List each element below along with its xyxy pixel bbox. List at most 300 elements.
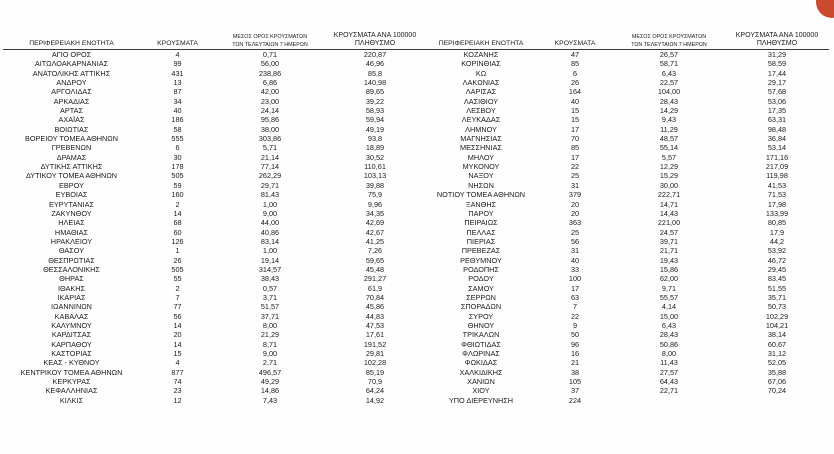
region-cell: ΞΑΝΘΗΣ [465, 199, 497, 209]
cases-cell: 186 [171, 115, 184, 125]
cases-cell: 6 [572, 68, 578, 78]
avg-7-days-cell: 42,00 [260, 87, 280, 97]
region-cell: ΣΠΟΡΑΔΩΝ [460, 302, 502, 312]
header-per-100k [725, 0, 829, 50]
table-row [3, 321, 425, 330]
cases-cell: 4 [175, 358, 180, 368]
region-cell: ΚΟΡΙΝΘΙΑΣ [461, 59, 501, 69]
region-cell: ΚΕΝΤΡΙΚΟΥ ΤΟΜΕΑ ΑΘΗΝΩΝ [20, 367, 123, 377]
region-cell: ΝΟΤΙΟΥ ΤΟΜΕΑ ΑΘΗΝΩΝ [436, 190, 526, 200]
cases-cell: 37 [570, 386, 580, 396]
per-100k-cell: 98,48 [767, 124, 787, 134]
per-100k-cell: 89,65 [365, 87, 385, 97]
cases-cell: 100 [568, 274, 582, 284]
region-cell: ΚΑΣΤΟΡΙΑΣ [51, 349, 92, 358]
avg-7-days-cell: 24,14 [260, 106, 280, 116]
avg-7-days-cell: 21,14 [260, 152, 280, 162]
region-cell: ΔΡΑΜΑΣ [56, 152, 87, 162]
cases-table-right [425, 0, 829, 405]
region-cell: ΜΥΚΟΝΟΥ [462, 162, 500, 172]
cases-cell: 47 [570, 50, 580, 59]
avg-7-days-cell: 83,14 [260, 236, 280, 246]
table-row [425, 358, 829, 367]
per-100k-cell: 51,55 [767, 283, 787, 293]
cases-cell: 164 [568, 87, 582, 97]
table-row [3, 190, 425, 199]
cases-cell: 30 [173, 152, 182, 162]
avg-7-days-cell: 48,57 [659, 134, 679, 144]
table-row [425, 115, 829, 124]
table-row [3, 115, 425, 124]
avg-7-days-cell: 38,00 [260, 124, 280, 134]
table-row [425, 386, 829, 395]
region-cell: ΓΡΕΒΕΝΩΝ [51, 143, 92, 153]
per-100k-cell: 46,72 [767, 255, 787, 265]
cases-cell: 26 [173, 255, 182, 265]
avg-7-days-cell: 50,86 [659, 339, 679, 349]
per-100k-cell: 85,8 [367, 68, 383, 78]
cases-cell: 33 [570, 264, 580, 274]
cases-cell: 15 [173, 349, 182, 358]
avg-7-days-cell: 3,71 [262, 292, 278, 302]
region-cell: ΠΡΕΒΕΖΑΣ [461, 246, 501, 256]
region-cell: ΝΗΣΩΝ [468, 180, 494, 190]
table-row [3, 143, 425, 152]
table-row [425, 330, 829, 339]
cases-cell: 9 [572, 320, 578, 330]
per-100k-cell: 14,92 [365, 395, 385, 405]
header-avg-line2: ΤΩΝ ΤΕΛΕΥΤΑΙΩΝ 7 ΗΜΕΡΩΝ [631, 41, 707, 48]
table-row [425, 78, 829, 87]
region-cell: ΙΚΑΡΙΑΣ [57, 292, 86, 302]
region-cell: ΚΑΒΑΛΑΣ [54, 311, 89, 321]
table-row [3, 218, 425, 227]
avg-7-days-cell: 104,00 [657, 87, 681, 97]
avg-7-days-cell: 28,43 [659, 96, 679, 106]
table-row [3, 237, 425, 246]
per-100k-cell: 53,06 [767, 96, 787, 106]
table-row [3, 312, 425, 321]
table-row [425, 162, 829, 171]
cases-cell: 505 [171, 171, 184, 181]
per-100k-cell: 80,85 [767, 218, 787, 228]
cases-cell: 555 [171, 134, 184, 144]
per-100k-cell: 59,65 [365, 255, 385, 265]
region-cell: ΑΡΓΟΛΙΔΑΣ [51, 87, 92, 97]
cases-cell: 85 [570, 59, 580, 69]
table-row [425, 97, 829, 106]
region-cell: ΚΕΡΚΥΡΑΣ [52, 377, 91, 387]
avg-7-days-cell: 81,43 [260, 190, 280, 200]
region-cell: ΛΑΡΙΣΑΣ [465, 87, 497, 97]
cases-cell: 74 [173, 377, 182, 387]
avg-7-days-cell: 19,14 [260, 255, 280, 265]
region-cell: ΘΑΣΟΥ [58, 246, 85, 256]
per-100k-cell: 49,19 [365, 124, 385, 134]
table-row [3, 181, 425, 190]
header-avg-line1: ΜΕΣΟΣ ΟΡΟΣ ΚΡΟΥΣΜΑΤΩΝ [232, 34, 308, 40]
per-100k-cell: 57,68 [767, 87, 787, 97]
avg-7-days-cell: 51,57 [260, 302, 280, 312]
region-cell: ΚΑΡΔΙΤΣΑΣ [51, 330, 92, 340]
per-100k-cell: 93,8 [367, 134, 383, 144]
table-row [425, 293, 829, 302]
table-row [425, 284, 829, 293]
cases-cell: 160 [171, 190, 184, 200]
per-100k-cell: 191,52 [363, 339, 387, 349]
cases-cell: 85 [570, 143, 580, 153]
table-header-row [425, 0, 829, 50]
table-header-row [3, 0, 425, 50]
avg-7-days-cell: 15,00 [659, 311, 679, 321]
region-cell: ΚΕΦΑΛΛΗΝΙΑΣ [45, 386, 98, 396]
avg-7-days-cell: 5,57 [661, 152, 677, 162]
region-cell: ΣΥΡΟΥ [468, 311, 494, 321]
cases-cell: 40 [570, 96, 580, 106]
cases-cell: 7 [175, 292, 180, 302]
cases-cell: 13 [173, 78, 182, 88]
avg-7-days-cell: 38,43 [260, 274, 280, 284]
table-row [425, 69, 829, 78]
per-100k-cell: 29,81 [365, 349, 385, 358]
avg-7-days-cell: 39,71 [659, 236, 679, 246]
table-row [3, 228, 425, 237]
cases-cell: 20 [570, 199, 580, 209]
region-cell: ΧΑΛΚΙΔΙΚΗΣ [459, 367, 503, 377]
table-row [3, 293, 425, 302]
cases-cell: 26 [570, 78, 580, 88]
table-row [3, 200, 425, 209]
per-100k-cell: 39,88 [365, 180, 385, 190]
avg-7-days-cell: 9,71 [661, 283, 677, 293]
per-100k-cell: 85,19 [365, 367, 385, 377]
per-100k-cell: 31,29 [767, 50, 787, 59]
avg-7-days-cell: 0,71 [262, 50, 278, 59]
cases-cell: 105 [568, 377, 582, 387]
per-100k-cell: 104,21 [765, 320, 789, 330]
table-row [425, 190, 829, 199]
avg-7-days-cell: 7,43 [262, 395, 278, 405]
table-row [3, 78, 425, 87]
per-100k-cell: 291,27 [363, 274, 387, 284]
avg-7-days-cell: 49,29 [260, 377, 280, 387]
avg-7-days-cell: 1,00 [262, 199, 278, 209]
cases-cell: 14 [173, 339, 182, 349]
region-cell: ΤΡΙΚΑΛΩΝ [462, 330, 500, 340]
table-row [425, 340, 829, 349]
table-row [3, 106, 425, 115]
table-row [3, 340, 425, 349]
table-row [425, 125, 829, 134]
region-cell: ΧΑΝΙΩΝ [467, 377, 495, 387]
table-row [3, 349, 425, 358]
table-row [425, 143, 829, 152]
region-cell: ΠΑΡΟΥ [468, 208, 494, 218]
cases-cell: 12 [173, 395, 182, 405]
per-100k-cell: 45,48 [365, 264, 385, 274]
cases-cell: 431 [171, 68, 184, 78]
per-100k-cell: 53,92 [767, 246, 787, 256]
table-row [3, 153, 425, 162]
region-cell: ΖΑΚΥΝΘΟΥ [51, 208, 92, 218]
per-100k-cell: 217,09 [765, 162, 789, 172]
per-100k-cell: 58,59 [767, 59, 787, 69]
per-100k-cell [725, 396, 829, 405]
avg-7-days-cell: 44,00 [260, 218, 280, 228]
avg-7-days-cell: 6,43 [661, 68, 677, 78]
table-row [425, 228, 829, 237]
table-row [3, 302, 425, 311]
table-row [425, 87, 829, 96]
region-cell: ΠΙΕΡΙΑΣ [466, 236, 496, 246]
avg-7-days-cell: 5,71 [262, 143, 278, 153]
header-region: ΠΕΡΙΦΕΡΕΙΑΚΗ ΕΝΟΤΗΤΑ [3, 0, 140, 50]
per-100k-cell: 18,89 [365, 143, 385, 153]
per-100k-cell: 44,83 [365, 311, 385, 321]
per-100k-cell: 53,14 [767, 143, 787, 153]
table-row [425, 246, 829, 255]
per-100k-cell: 102,28 [363, 358, 387, 368]
table-row [425, 171, 829, 180]
region-cell: ΣΕΡΡΩΝ [466, 292, 496, 302]
cases-cell: 38 [570, 367, 580, 377]
table-row [3, 377, 425, 386]
region-cell: ΝΑΞΟΥ [468, 171, 494, 181]
cases-cell: 58 [173, 124, 182, 134]
region-cell: ΙΘΑΚΗΣ [57, 283, 86, 293]
cases-cell: 224 [568, 395, 582, 405]
avg-7-days-cell: 28,43 [659, 330, 679, 340]
region-cell: ΕΥΒΟΙΑΣ [55, 190, 88, 200]
table-row [3, 265, 425, 274]
table-row [425, 134, 829, 143]
avg-7-days-cell: 30,00 [659, 180, 679, 190]
avg-7-days-cell: 21,71 [659, 246, 679, 256]
region-cell: ΠΕΛΛΑΣ [466, 227, 496, 237]
region-cell: ΔΥΤΙΚΗΣ ΑΤΤΙΚΗΣ [40, 162, 103, 172]
cases-cell: 59 [173, 180, 182, 190]
per-100k-cell: 39,22 [365, 96, 385, 106]
cases-cell: 68 [173, 218, 182, 228]
avg-7-days-cell: 77,14 [260, 162, 280, 172]
per-100k-cell: 63,31 [767, 115, 787, 125]
cases-cell: 2 [175, 283, 180, 293]
per-100k-cell: 17,9 [769, 227, 785, 237]
region-cell: ΘΕΣΣΑΛΟΝΙΚΗΣ [43, 264, 100, 274]
cases-cell: 55 [173, 274, 182, 284]
region-cell: ΗΜΑΘΙΑΣ [54, 227, 89, 237]
header-avg-7-days [215, 0, 325, 50]
per-100k-cell: 29,45 [767, 264, 787, 274]
region-cell: ΡΕΘΥΜΝΟΥ [460, 255, 502, 265]
avg-7-days-cell: 6,43 [661, 320, 677, 330]
region-cell: ΣΑΜΟΥ [468, 283, 494, 293]
region-cell: ΛΕΣΒΟΥ [466, 106, 496, 116]
region-cell: ΘΕΣΠΡΩΤΙΑΣ [48, 255, 95, 265]
cases-cell: 40 [570, 255, 580, 265]
per-100k-cell: 220,87 [363, 50, 387, 59]
region-cell: ΚΟΖΑΝΗΣ [463, 50, 499, 59]
table-row [3, 274, 425, 283]
cases-cell: 16 [570, 349, 580, 358]
header-per-100k-line2: ΠΛΗΘΥΣΜΟ [756, 40, 798, 48]
avg-7-days-cell: 262,29 [258, 171, 282, 181]
avg-7-days-cell: 11,29 [660, 124, 678, 134]
table-row [425, 349, 829, 358]
avg-7-days-cell: 22,71 [659, 386, 679, 396]
cases-cell: 63 [570, 292, 580, 302]
avg-7-days-cell: 62,00 [659, 274, 679, 284]
avg-7-days-cell: 314,57 [258, 264, 282, 274]
avg-7-days-cell: 19,43 [659, 255, 679, 265]
per-100k-cell: 102,29 [765, 311, 789, 321]
cases-cell: 126 [171, 236, 184, 246]
table-row [425, 312, 829, 321]
region-cell: ΙΩΑΝΝΙΝΩΝ [51, 302, 92, 312]
avg-7-days-cell: 9,00 [262, 208, 278, 218]
cases-cell: 21 [570, 358, 580, 368]
cases-cell: 60 [173, 227, 182, 237]
cases-cell: 31 [570, 246, 580, 256]
cases-cell: 31 [570, 180, 580, 190]
per-100k-cell: 67,06 [767, 377, 787, 387]
per-100k-cell: 17,98 [767, 199, 787, 209]
avg-7-days-cell: 64,43 [659, 377, 679, 387]
avg-7-days-cell: 11,43 [660, 358, 678, 368]
cases-cell: 22 [570, 162, 580, 172]
region-cell: ΦΛΩΡΙΝΑΣ [462, 349, 500, 358]
per-100k-cell: 64,24 [365, 386, 385, 396]
per-100k-cell: 45,86 [365, 302, 385, 312]
table-row [3, 358, 425, 367]
per-100k-cell: 133,99 [765, 208, 789, 218]
avg-7-days-cell: 56,00 [260, 59, 280, 69]
cases-cell: 178 [171, 162, 184, 172]
table-row [3, 368, 425, 377]
avg-7-days-cell: 9,43 [661, 115, 677, 125]
region-cell: ΑΡΤΑΣ [59, 106, 84, 116]
region-cell: ΑΧΑΪΑΣ [58, 115, 85, 125]
avg-7-days-cell: 55,57 [659, 292, 679, 302]
table-row [425, 106, 829, 115]
table-row [3, 246, 425, 255]
avg-7-days-cell: 8,71 [262, 339, 278, 349]
cases-cell: 56 [570, 236, 580, 246]
table-row [425, 218, 829, 227]
avg-7-days-cell: 23,00 [260, 96, 280, 106]
cases-cell: 25 [570, 227, 580, 237]
per-100k-cell: 71,53 [767, 190, 787, 200]
region-cell: ΛΑΚΩΝΙΑΣ [462, 78, 500, 88]
table-row [3, 209, 425, 218]
per-100k-cell: 30,52 [365, 152, 385, 162]
avg-7-days-cell: 21,29 [260, 330, 280, 340]
table-row [425, 265, 829, 274]
per-100k-cell: 119,98 [766, 171, 788, 181]
region-cell: ΑΓΙΟ ΟΡΟΣ [51, 50, 92, 59]
header-avg-7-days [613, 0, 725, 50]
region-cell: ΠΕΙΡΑΙΩΣ [464, 218, 498, 228]
region-cell: ΘΗΝΟΥ [467, 320, 495, 330]
table-row [425, 396, 829, 405]
per-100k-cell: 46,96 [365, 59, 385, 69]
cases-cell: 877 [171, 367, 184, 377]
cases-cell: 25 [570, 171, 580, 181]
table-row [425, 181, 829, 190]
per-100k-cell: 38,14 [767, 330, 787, 340]
cases-cell: 363 [568, 218, 582, 228]
avg-7-days-cell: 15,29 [659, 171, 679, 181]
avg-7-days-cell: 14,86 [260, 386, 280, 396]
avg-7-days-cell: 14,29 [659, 106, 679, 116]
table-row [3, 162, 425, 171]
avg-7-days-cell: 6,86 [262, 78, 278, 88]
table-row [425, 153, 829, 162]
cases-cell: 22 [570, 311, 580, 321]
table-row [425, 368, 829, 377]
per-100k-cell: 50,73 [767, 302, 787, 312]
region-cell: ΧΙΟΥ [472, 386, 490, 396]
region-cell: ΚΙΛΚΙΣ [59, 395, 84, 405]
header-region: ΠΕΡΙΦΕΡΕΙΑΚΗ ΕΝΟΤΗΤΑ [425, 0, 537, 50]
per-100k-cell: 7,26 [367, 246, 383, 256]
table-body-right [425, 50, 829, 406]
per-100k-cell: 17,61 [365, 330, 385, 340]
avg-7-days-cell: 221,00 [657, 218, 681, 228]
cases-cell: 17 [570, 152, 580, 162]
region-cell: ΡΟΔΟΠΗΣ [463, 264, 499, 274]
table-row [3, 330, 425, 339]
avg-7-days-cell: 22,57 [659, 78, 679, 88]
per-100k-cell: 44,2 [769, 236, 785, 246]
cases-cell: 15 [570, 106, 580, 116]
table-row [425, 59, 829, 68]
cases-cell: 70 [570, 134, 580, 144]
avg-7-days-cell: 238,86 [258, 68, 282, 78]
per-100k-cell: 70,24 [767, 386, 787, 396]
per-100k-cell: 59,94 [365, 115, 385, 125]
region-cell: ΒΟΡΕΙΟΥ ΤΟΜΕΑ ΑΘΗΝΩΝ [24, 134, 119, 144]
region-cell: ΛΕΥΚΑΔΑΣ [461, 115, 501, 125]
table-row [425, 256, 829, 265]
per-100k-cell: 42,69 [365, 218, 385, 228]
per-100k-cell: 70,9 [367, 377, 383, 387]
avg-7-days-cell: 55,14 [659, 143, 679, 153]
region-cell: ΦΘΙΩΤΙΔΑΣ [461, 339, 501, 349]
region-cell: ΒΟΙΩΤΙΑΣ [54, 124, 89, 134]
per-100k-cell: 75,9 [367, 190, 383, 200]
region-cell: ΑΝΑΤΟΛΙΚΗΣ ΑΤΤΙΚΗΣ [32, 68, 111, 78]
table-row [425, 377, 829, 386]
avg-7-days-cell: 4,14 [661, 302, 677, 312]
avg-7-days-cell: 12,29 [659, 162, 679, 172]
cases-cell: 14 [173, 320, 182, 330]
avg-7-days-cell: 9,00 [262, 349, 278, 358]
table-row [3, 396, 425, 405]
region-cell: ΚΩ [475, 68, 487, 78]
table-row [3, 59, 425, 68]
cases-cell: 40 [173, 106, 182, 116]
per-100k-cell: 29,17 [767, 78, 787, 88]
cases-cell: 6 [175, 143, 180, 153]
region-cell: ΦΩΚΙΔΑΣ [464, 358, 498, 368]
cases-cell: 99 [173, 59, 182, 69]
per-100k-cell: 47,53 [365, 320, 385, 330]
avg-7-days-cell: 8,00 [661, 349, 677, 358]
avg-7-days-cell: 15,86 [659, 264, 679, 274]
per-100k-cell: 9,96 [367, 199, 383, 209]
per-100k-cell: 31,12 [767, 349, 787, 358]
